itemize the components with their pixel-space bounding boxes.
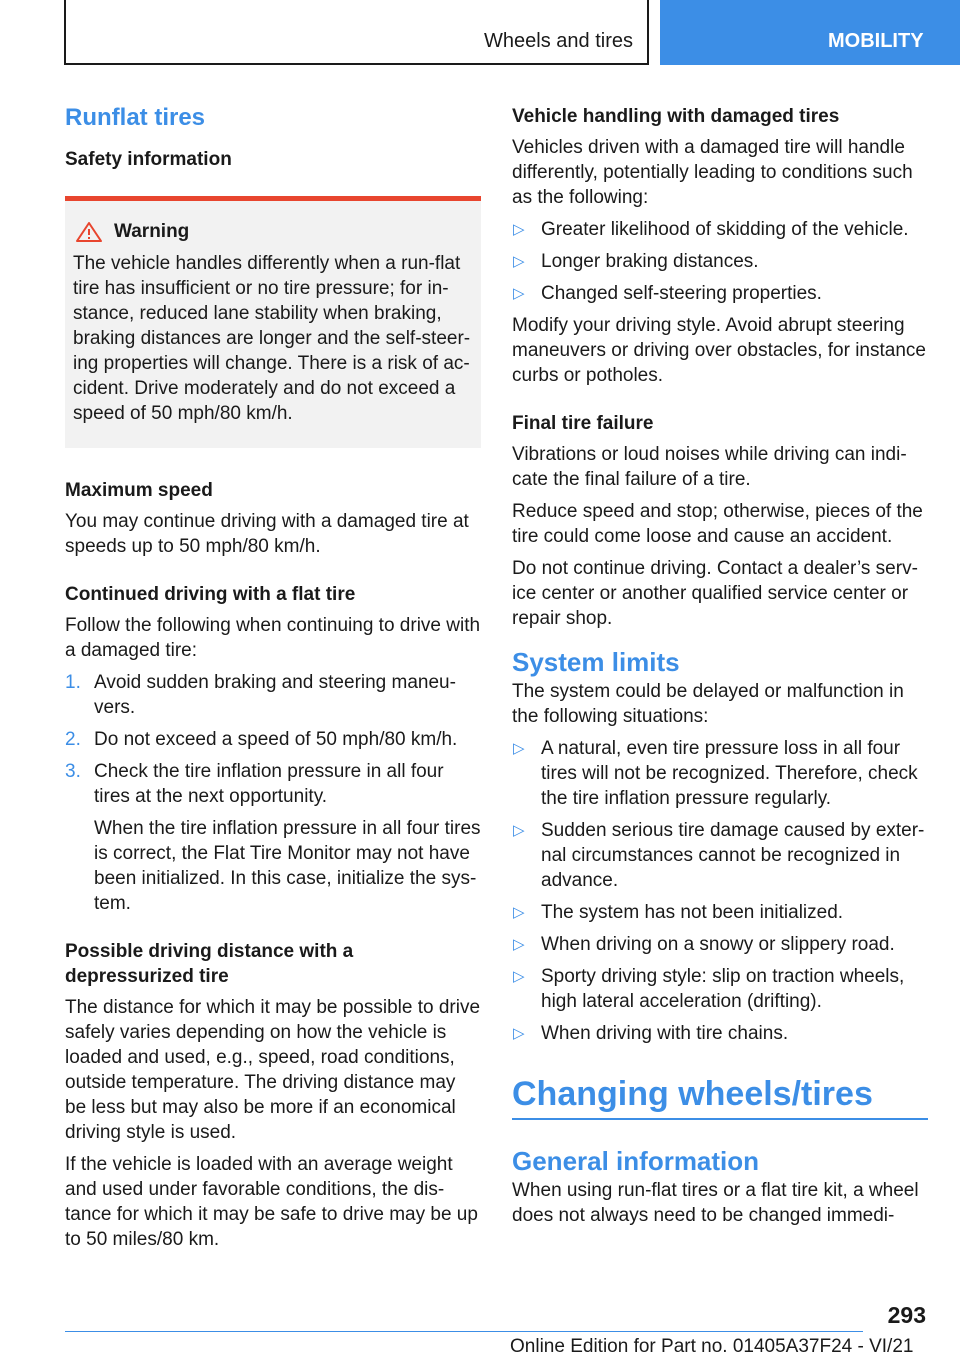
limits-intro: The system could be delayed or malfunction in the following situations: bbox=[512, 681, 904, 727]
bullet-text: Sudden serious tire damage caused by exter-nal circumstances cannot be recognized in advance. bbox=[541, 820, 925, 891]
list-item bbox=[65, 670, 481, 720]
bullet-text: Changed self-steering properties. bbox=[541, 283, 822, 304]
left-column bbox=[65, 101, 481, 1259]
bullet-text: When driving on a snowy or slippery road. bbox=[541, 934, 895, 955]
step-note: When the tire inflation pressure in all four tires is correct, the Flat Tire Monitor may not have been initialized. In this case, initialize the sys-tem. bbox=[94, 818, 481, 914]
header-box bbox=[64, 0, 649, 65]
list-item bbox=[512, 1021, 928, 1046]
failure-p2: Reduce speed and stop; otherwise, pieces of the tire could come loose and cause an accident. bbox=[512, 501, 923, 547]
warning-box bbox=[65, 196, 481, 448]
changing-heading-block bbox=[512, 1072, 928, 1120]
warning-triangle-icon bbox=[74, 221, 104, 243]
max-speed-text: You may continue driving with a damaged tire at speeds up to 50 mph/80 km/h. bbox=[65, 511, 469, 557]
handling-intro: Vehicles driven with a damaged tire will handle differently, potentially leading to conditions such as the following: bbox=[512, 137, 913, 208]
handling-heading: Vehicle handling with damaged tires bbox=[512, 106, 840, 127]
distance-p1: The distance for which it may be possible to drive safely varies depending on how the vehicle is loaded and used, e.g., speed, road conditions, outside temperature. The driving distance may be less but may also be more if an economical driving style is used. bbox=[65, 997, 481, 1143]
general-info-text: When using run-flat tires or a flat tire kit, a wheel does not always need to be changed immedi- bbox=[512, 1180, 919, 1226]
safety-heading: Safety information bbox=[65, 149, 232, 170]
bullet-text: The system has not been initialized. bbox=[541, 902, 844, 923]
step-text: Avoid sudden braking and steering maneu-vers. bbox=[94, 672, 456, 718]
general-info-heading: General information bbox=[512, 1146, 760, 1176]
bullet-triangle-icon: ▷ bbox=[513, 936, 525, 953]
page-number: 293 bbox=[887, 1302, 926, 1328]
step-text: Do not exceed a speed of 50 mph/80 km/h. bbox=[94, 729, 458, 750]
bullet-text: Greater likelihood of skidding of the vehicle. bbox=[541, 219, 909, 240]
list-item bbox=[65, 727, 481, 752]
list-item bbox=[512, 217, 928, 242]
bullet-text: Longer braking distances. bbox=[541, 251, 759, 272]
bullet-triangle-icon: ▷ bbox=[513, 221, 525, 238]
max-speed-heading: Maximum speed bbox=[65, 480, 213, 501]
step-text: Check the tire inflation pressure in all four tires at the next opportunity. bbox=[94, 761, 444, 807]
flat-tire-intro: Follow the following when continuing to drive with a damaged tire: bbox=[65, 615, 481, 661]
chapter-tab: MOBILITY bbox=[660, 0, 960, 65]
footer-rule bbox=[65, 1331, 863, 1332]
section-title: Wheels and tires bbox=[484, 30, 633, 52]
bullet-triangle-icon: ▷ bbox=[513, 904, 525, 921]
warning-text: The vehicle handles differently when a run-flat tire has insufficient or no tire pressure; for in-stance, reduced lane stability when braking, braking distances are longer and the self-steer-ing properties will change. There is a risk of ac-cident. Drive moderately and do not exceed a speed of 50 mph/80 km/h. bbox=[73, 253, 471, 424]
list-item bbox=[512, 249, 928, 274]
bullet-text: A natural, even tire pressure loss in all four tires will not be recognized. Therefore, check the tire inflation pressure regularly. bbox=[541, 738, 918, 809]
bullet-triangle-icon: ▷ bbox=[513, 253, 525, 270]
handling-outro: Modify your driving style. Avoid abrupt steering maneuvers or driving over obstacles, for instance curbs or potholes. bbox=[512, 315, 926, 386]
bullet-triangle-icon: ▷ bbox=[513, 1025, 525, 1042]
changing-heading: Changing wheels/tires bbox=[512, 1075, 873, 1113]
list-item bbox=[512, 964, 928, 1014]
failure-p3: Do not continue driving. Contact a dealer’s serv-ice center or another qualified service center or repair shop. bbox=[512, 558, 918, 629]
list-item bbox=[512, 900, 928, 925]
bullet-triangle-icon: ▷ bbox=[513, 822, 525, 839]
step-number: 1. bbox=[65, 672, 81, 693]
list-item bbox=[65, 759, 481, 809]
failure-p1: Vibrations or loud noises while driving can indi-cate the final failure of a tire. bbox=[512, 444, 907, 490]
bullet-text: Sporty driving style: slip on traction wheels, high lateral acceleration (drifting). bbox=[541, 966, 905, 1012]
list-item bbox=[512, 818, 928, 893]
list-item bbox=[512, 932, 928, 957]
runflat-title: Runflat tires bbox=[65, 104, 206, 131]
warning-header bbox=[73, 219, 473, 244]
flat-tire-heading: Continued driving with a flat tire bbox=[65, 584, 356, 605]
edition-text: Online Edition for Part no. 01405A37F24 - VI/21 bbox=[510, 1336, 914, 1357]
distance-heading: Possible driving distance with a depressurized tire bbox=[65, 941, 354, 987]
step-number: 2. bbox=[65, 729, 81, 750]
bullet-triangle-icon: ▷ bbox=[513, 740, 525, 757]
distance-p2: If the vehicle is loaded with an average weight and used under favorable conditions, the dis-tance for which it may be safe to drive may be up to 50 miles/80 km. bbox=[65, 1154, 478, 1250]
list-item bbox=[512, 736, 928, 811]
limits-heading: System limits bbox=[512, 647, 680, 677]
bullet-text: When driving with tire chains. bbox=[541, 1023, 789, 1044]
right-column bbox=[512, 101, 928, 1235]
list-item bbox=[512, 281, 928, 306]
warning-title: Warning bbox=[114, 221, 190, 242]
bullet-triangle-icon: ▷ bbox=[513, 968, 525, 985]
step-number: 3. bbox=[65, 761, 81, 782]
failure-heading: Final tire failure bbox=[512, 413, 654, 434]
bullet-triangle-icon: ▷ bbox=[513, 285, 525, 302]
